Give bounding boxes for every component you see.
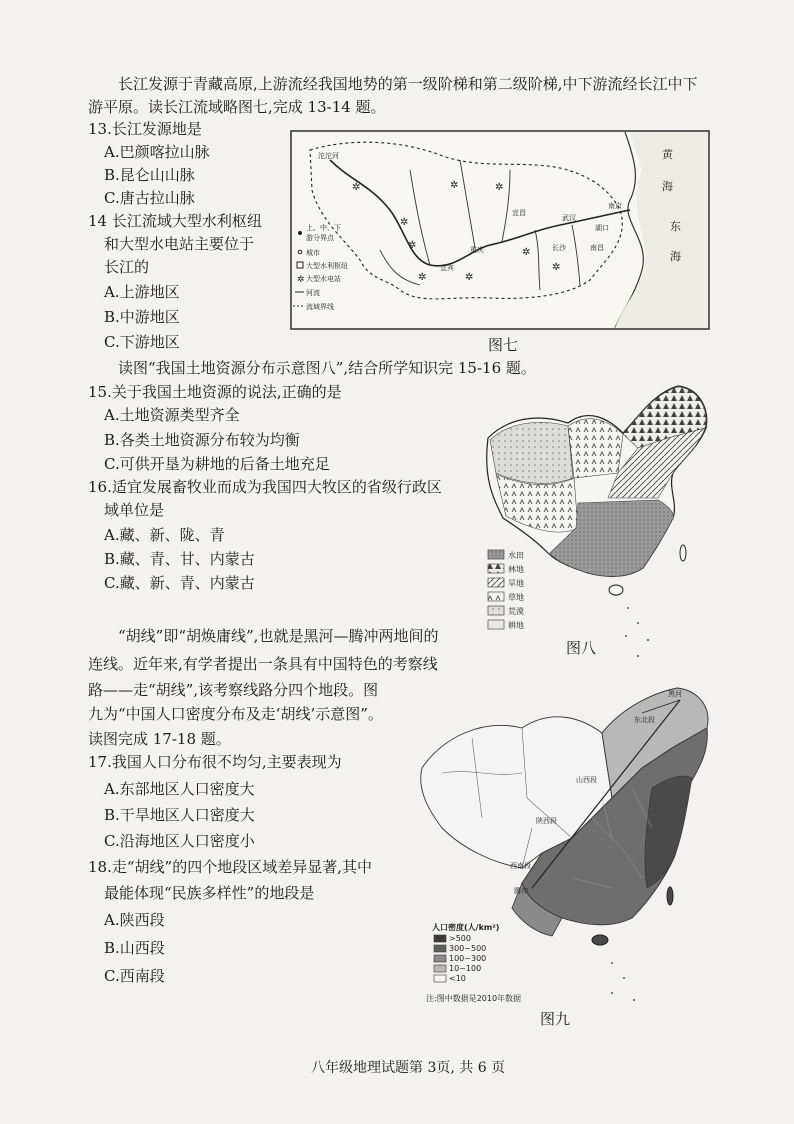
q17-option-a[interactable]: A.东部地区人口密度大 [104,780,255,798]
label-shaanxi: 陕西段 [536,817,557,825]
svg-text:✲: ✲ [400,217,409,228]
page-footer: 八年级地理试题第 3页, 共 6 页 [311,1060,506,1076]
fig9-legend [426,922,521,1003]
label-chongqing: 重庆 [470,246,484,254]
svg-text:✲: ✲ [552,262,561,273]
q18-option-b[interactable]: B.山西段 [104,939,165,957]
figure-9-caption: 图九 [540,1010,571,1028]
label-nanjing: 南京 [608,202,622,210]
label-sea: 海 [670,250,681,263]
q14-line3: 长江的 [104,258,150,276]
label-sea: 黄 [662,148,673,161]
fig8-legend-item: 林地 [508,565,524,574]
fig9-legend-title: 人口密度(人/km²) [432,923,500,932]
fig8-legend-item: 旱地 [508,579,524,588]
label-nanchang: 南昌 [590,244,604,252]
intro-hu-line2: 连线。近年来,有学者提出一条具有中国特色的考察线 [88,655,438,673]
intro-hu-line1: “胡线”即“胡焕庸线”,也就是黑河—腾冲两地间的 [118,627,439,645]
label-shanxi: 山西段 [576,776,597,784]
label-wuhan: 武汉 [562,214,576,222]
fig9-legend-item: 300~500 [449,944,487,953]
q16-line1: 16.适宜发展畜牧业而成为我国四大牧区的省级行政区 [88,478,442,496]
intro-hu-line4: 九为“中国人口密度分布及走‘胡线’示意图”。 [88,705,383,723]
figure-8-caption: 图八 [566,639,597,657]
q17-stem: 17.我国人口分布很不均匀,主要表现为 [88,753,342,771]
fig8-legend-item: 耕地 [508,621,524,630]
svg-text:✲: ✲ [408,240,417,251]
q18-line1: 18.走“胡线”的四个地段区域差异显著,其中 [88,858,372,876]
svg-text:✲: ✲ [297,275,305,285]
svg-text:✲: ✲ [465,272,474,283]
label-sea: 东 [670,220,681,233]
q14-line1: 14 长江流域大型水利枢纽 [88,212,262,230]
q15-option-a[interactable]: A.土地资源类型齐全 [104,406,240,424]
fig7-legend-item: 上、中、下 [306,224,341,232]
figure-7-yangtze-map [290,130,710,330]
label-xinan: 西南段 [510,862,531,870]
label-source: 沱沱河 [318,152,339,160]
fig9-legend-item: 10~100 [449,964,482,973]
svg-text:✲: ✲ [495,182,504,193]
label-sea: 海 [662,180,673,193]
q16-line2: 域单位是 [104,501,165,519]
q18-option-a[interactable]: A.陕西段 [104,911,165,929]
fig7-legend-item: 城市 [306,249,320,257]
q16-option-b[interactable]: B.藏、青、甘、内蒙古 [104,550,255,568]
q14-option-c[interactable]: C.下游地区 [104,333,180,351]
q18-line2: 最能体现“民族多样性”的地段是 [104,884,315,902]
label-changsha: 长沙 [552,244,566,252]
label-yibin: 宜宾 [440,264,454,272]
fig9-legend-item: <10 [449,974,466,983]
intro-yangtze-line1: 长江发源于青藏高原,上游流经我国地势的第一级阶梯和第二级阶梯,中下游流经长江中下 [118,75,698,93]
fig8-legend-item: 草地 [508,593,524,602]
fig7-legend-item: 流域界线 [306,303,334,311]
svg-text:✲: ✲ [450,180,459,191]
q16-option-a[interactable]: A.藏、新、陇、青 [104,526,225,544]
fig7-legend-item: 游分界点 [306,234,334,242]
q17-option-b[interactable]: B.干旱地区人口密度大 [104,806,255,824]
q14-option-a[interactable]: A.上游地区 [104,283,180,301]
svg-text:✲: ✲ [352,182,361,193]
intro-hu-line3: 路——走“胡线”,该考察线路分四个地段。图 [88,681,379,699]
fig8-legend-item: 荒漠 [508,607,524,616]
q17-option-c[interactable]: C.沿海地区人口密度小 [104,832,255,850]
label-yichang: 宜昌 [512,209,526,217]
q14-option-b[interactable]: B.中游地区 [104,308,180,326]
q13-option-c[interactable]: C.唐古拉山脉 [104,189,195,207]
figure-8-land-map [478,378,718,668]
q13-option-a[interactable]: A.巴颜喀拉山脉 [104,143,210,161]
svg-text:✲: ✲ [522,247,531,258]
q15-option-b[interactable]: B.各类土地资源分布较为均衡 [104,431,300,449]
q18-option-c[interactable]: C.西南段 [104,967,165,985]
figure-7-caption: 图七 [488,336,519,354]
q16-option-c[interactable]: C.藏、新、青、内蒙古 [104,574,255,592]
fig9-note: 注:图中数据是2010年数据 [426,994,522,1003]
intro-yangtze-line2: 游平原。读长江流域略图七,完成 13-14 题。 [88,98,386,116]
fig9-legend-item: >500 [449,934,471,943]
q13-stem: 13.长江发源地是 [88,120,202,138]
q14-line2: 和大型水电站主要位于 [104,235,255,253]
q15-option-c[interactable]: C.可供开垦为耕地的后备土地充足 [104,455,330,473]
q13-option-b[interactable]: B.昆仑山山脉 [104,166,195,184]
label-hukou: 湖口 [595,224,609,232]
fig9-legend-item: 100~300 [449,954,487,963]
intro-land: 读图“我国土地资源分布示意图八”,结合所学知识完 15-16 题。 [118,359,536,377]
label-tengchong: 腾冲 [514,887,528,895]
label-heihe: 黑河 [668,690,682,698]
fig7-legend-item: 大型水利枢纽 [306,262,348,270]
fig8-legend [488,550,524,630]
intro-hu-line5: 读图完成 17-18 题。 [88,730,231,748]
q15-stem: 15.关于我国土地资源的说法,正确的是 [88,383,342,401]
label-dongbei: 东北段 [634,716,655,724]
svg-text:✲: ✲ [418,272,427,283]
fig7-legend-item: 大型水电站 [306,275,341,283]
fig8-legend-item: 水田 [508,551,524,560]
fig7-legend-item: 河流 [306,289,320,297]
figure-9-population-map [412,678,722,1018]
